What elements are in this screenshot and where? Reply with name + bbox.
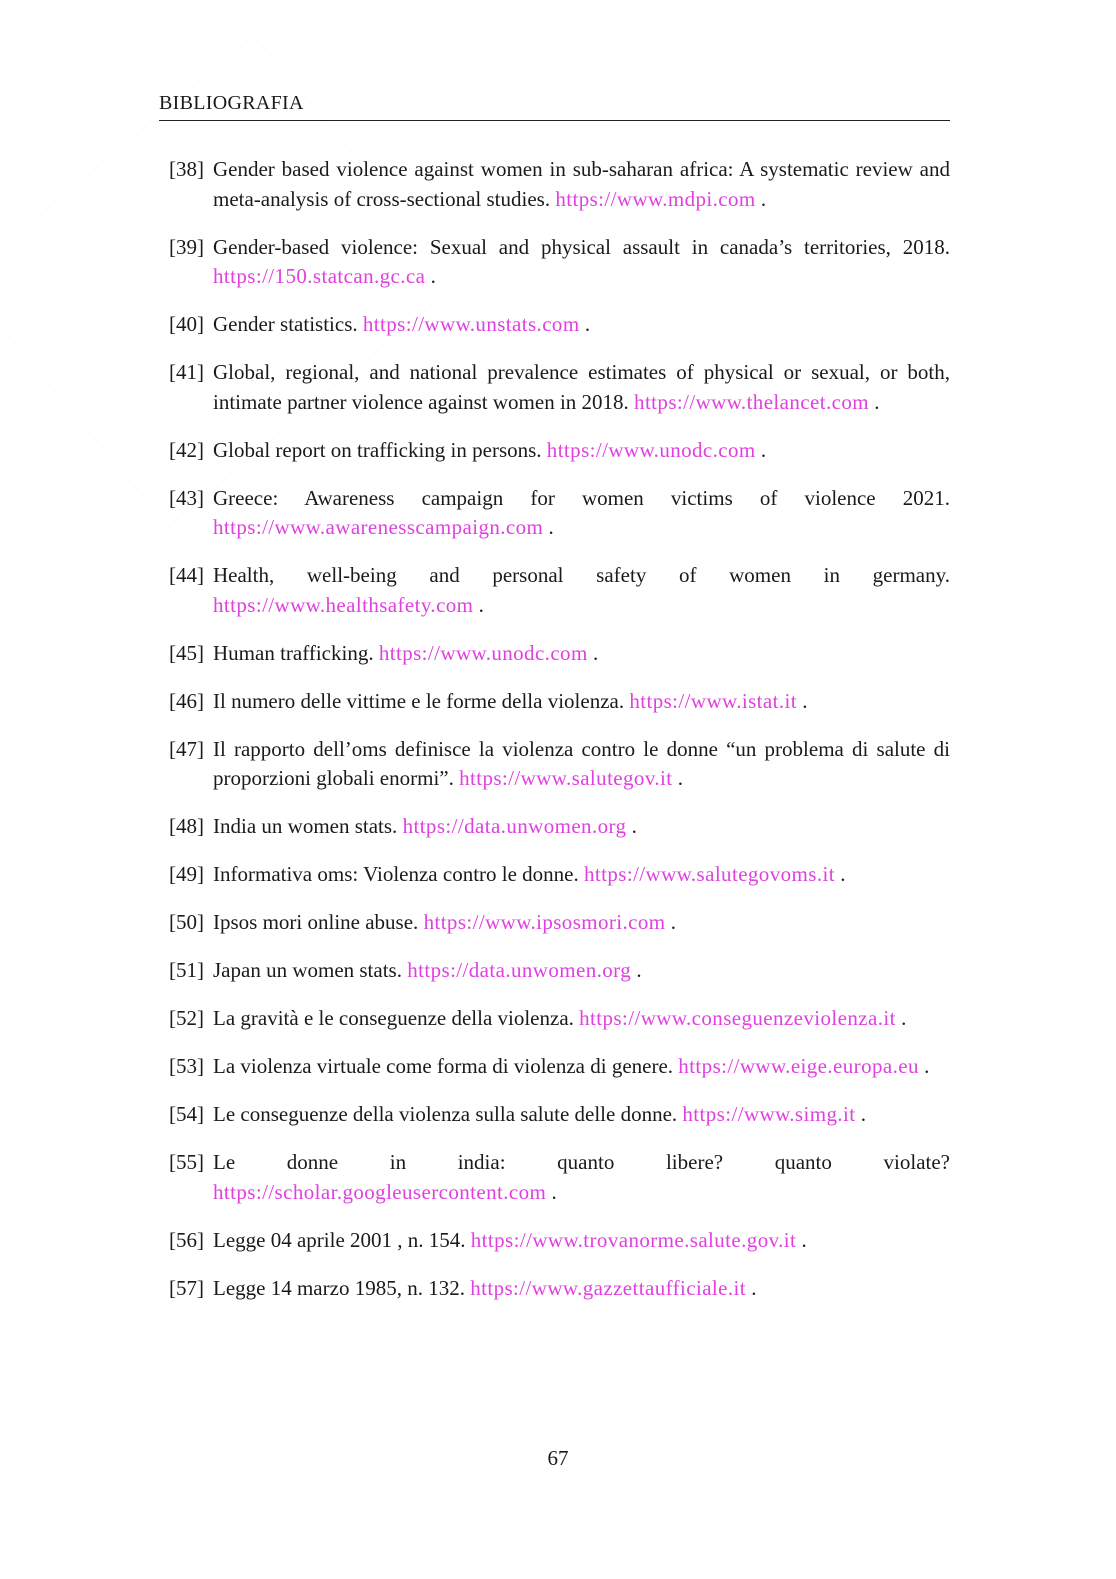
reference-end: .	[546, 1179, 557, 1204]
reference-number: [56]	[169, 1227, 204, 1252]
reference-item	[169, 639, 950, 669]
reference-number: [43]	[169, 485, 204, 510]
reference-text: Legge 04 aprile 2001 , n. 154.	[213, 1227, 466, 1252]
reference-item	[169, 812, 950, 842]
reference-text: India un women stats.	[213, 814, 398, 838]
reference-link[interactable]: https://www.mdpi.com	[555, 186, 756, 211]
reference-link[interactable]: https://www.healthsafety.com	[213, 592, 474, 617]
reference-number: [54]	[169, 1102, 204, 1126]
reference-item	[169, 484, 950, 543]
reference-number: [53]	[169, 1054, 204, 1078]
reference-link[interactable]: https://www.eige.europa.eu	[678, 1054, 919, 1078]
reference-number: [52]	[169, 1006, 204, 1030]
reference-end: .	[473, 592, 484, 617]
reference-text: Health, well-being and personal safety of women in germany.	[213, 563, 950, 587]
reference-end: .	[665, 910, 677, 934]
reference-number: [41]	[169, 360, 204, 384]
reference-link[interactable]: https://www.unstats.com	[362, 312, 580, 336]
reference-text: Global, regional, and national prevalence estimates of physical or sexual, or both, intimate partner violence against women in 2018.	[213, 360, 950, 414]
reference-link[interactable]: https://www.conseguenzeviolenza.it	[579, 1006, 896, 1030]
reference-text: Gender statistics.	[213, 312, 358, 336]
reference-end: .	[746, 1275, 757, 1300]
reference-link[interactable]: https://www.gazzettaufficiale.it	[470, 1275, 746, 1300]
page-number: 67	[547, 1446, 569, 1470]
reference-end: .	[631, 958, 642, 982]
reference-link[interactable]: https://www.thelancet.com	[634, 389, 869, 414]
reference-end: .	[626, 814, 637, 838]
reference-end: .	[796, 1227, 807, 1252]
reference-end: .	[918, 1054, 930, 1078]
reference-item	[169, 860, 950, 890]
reference-link[interactable]: https://www.istat.it	[629, 688, 797, 713]
reference-number: [44]	[169, 563, 204, 587]
reference-item	[169, 436, 950, 466]
reference-end: .	[834, 862, 846, 886]
reference-number: [46]	[169, 688, 204, 713]
reference-link[interactable]: https://scholar.googleusercontent.com	[213, 1179, 547, 1204]
reference-item	[169, 1274, 950, 1304]
reference-link[interactable]: https://www.awarenesscampaign.com	[213, 515, 544, 539]
reference-end: .	[755, 186, 767, 211]
reference-text: Informativa oms: Violenza contro le donne.	[213, 862, 579, 886]
reference-number: [40]	[169, 312, 204, 336]
reference-end: .	[587, 640, 599, 665]
reference-end: .	[797, 688, 808, 713]
header-title: BIBLIOGRAFIA	[159, 92, 304, 114]
reference-item	[169, 956, 950, 986]
reference-text: Il rapporto dell’oms definisce la violenza contro le donne “un problema di salute di proporzioni globali enormi”.	[213, 736, 950, 790]
reference-item	[169, 1100, 950, 1130]
reference-end: .	[543, 515, 554, 539]
reference-item	[169, 1004, 950, 1034]
reference-item	[169, 310, 950, 340]
reference-end: .	[672, 766, 683, 790]
reference-end: .	[425, 264, 436, 288]
reference-number: [47]	[169, 736, 204, 761]
reference-end: .	[579, 312, 591, 336]
running-header	[159, 90, 950, 121]
reference-text: Ipsos mori online abuse.	[213, 910, 419, 934]
reference-link[interactable]: https://150.statcan.gc.ca	[213, 264, 426, 288]
reference-end: .	[868, 389, 880, 414]
reference-end: .	[895, 1006, 907, 1030]
reference-link[interactable]: https://www.salutegovoms.it	[584, 862, 835, 886]
reference-link[interactable]: https://www.salutegov.it	[459, 766, 673, 790]
reference-text: Legge 14 marzo 1985, n. 132.	[213, 1275, 465, 1300]
reference-item	[169, 735, 950, 794]
reference-link[interactable]: https://data.unwomen.org	[402, 814, 627, 838]
reference-item	[169, 687, 950, 717]
reference-text: Human trafficking.	[213, 640, 374, 665]
reference-text: Le donne in india: quanto libere? quanto violate?	[213, 1150, 950, 1174]
reference-item	[169, 561, 950, 620]
reference-text: Il numero delle vittime e le forme della violenza.	[213, 688, 625, 713]
reference-link[interactable]: https://www.ipsosmori.com	[423, 910, 666, 934]
reference-item	[169, 1052, 950, 1082]
reference-link[interactable]: https://www.simg.it	[682, 1102, 856, 1126]
reference-link[interactable]: https://www.unodc.com	[378, 640, 588, 665]
reference-item	[169, 358, 950, 417]
reference-text: Japan un women stats.	[213, 958, 402, 982]
reference-text: Le conseguenze della violenza sulla salute delle donne.	[213, 1102, 678, 1126]
reference-text: La violenza virtuale come forma di violenza di genere.	[213, 1054, 674, 1078]
reference-link[interactable]: https://www.unodc.com	[546, 437, 756, 462]
reference-item	[169, 155, 950, 214]
reference-link[interactable]: https://data.unwomen.org	[407, 958, 632, 982]
reference-text: Gender based violence against women in sub-saharan africa: A systematic review and meta-analysis of cross-sectional studies.	[213, 157, 950, 211]
reference-number: [55]	[169, 1150, 204, 1174]
reference-item	[169, 233, 950, 292]
reference-number: [38]	[169, 157, 204, 181]
reference-number: [57]	[169, 1275, 204, 1300]
reference-text: La gravità e le conseguenze della violenza.	[213, 1006, 574, 1030]
reference-number: [45]	[169, 640, 204, 665]
reference-text: Gender-based violence: Sexual and physical assault in canada’s territories, 2018.	[213, 234, 950, 259]
reference-text: Greece: Awareness campaign for women victims of violence 2021.	[213, 485, 950, 510]
reference-link[interactable]: https://www.trovanorme.salute.gov.it	[470, 1227, 797, 1252]
reference-end: .	[755, 437, 767, 462]
reference-item	[169, 1148, 950, 1207]
bibliography-list	[169, 155, 950, 1322]
reference-end: .	[855, 1102, 866, 1126]
reference-number: [51]	[169, 958, 204, 982]
reference-number: [39]	[169, 234, 204, 259]
reference-number: [50]	[169, 910, 204, 934]
reference-item	[169, 1226, 950, 1256]
reference-item	[169, 908, 950, 938]
reference-text: Global report on trafficking in persons.	[213, 437, 542, 462]
reference-number: [49]	[169, 862, 204, 886]
reference-number: [48]	[169, 814, 204, 838]
reference-number: [42]	[169, 437, 204, 462]
